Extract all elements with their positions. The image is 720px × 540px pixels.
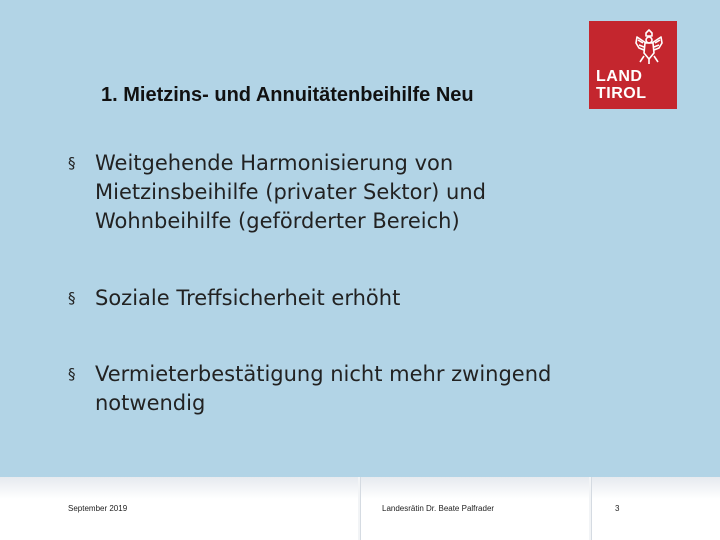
bullet-item [68,149,615,236]
footer-date: September 2019 [68,504,128,513]
bullet-line: Mietzinsbeihilfe (privater Sektor) und [95,180,486,204]
bullet-line: notwendig [95,391,206,415]
footer-divider [358,477,360,540]
footer-page-number: 3 [615,504,620,513]
bullet-line: Soziale Treffsicherheit erhöht [95,286,401,310]
logo-text-line1: LAND [596,68,643,85]
slide-footer [0,477,720,540]
slide-title: 1. Mietzins- und Annuitätenbeihilfe Neu [101,84,474,106]
bullet-item [68,284,615,313]
bullet-marker: § [68,289,76,307]
logo-text-line2: TIROL [596,85,647,102]
footer-presenter: Landesrätin Dr. Beate Palfrader [382,504,495,513]
bullet-line: Vermieterbestätigung nicht mehr zwingend [95,362,552,386]
tirol-eagle-icon [634,29,664,65]
footer-divider [589,477,591,540]
bullet-line: Wohnbeihilfe (geförderter Bereich) [95,209,460,233]
bullet-marker: § [68,154,76,172]
land-tirol-logo [589,21,677,109]
bullet-item [68,360,615,418]
bullet-marker: § [68,365,76,383]
bullet-line: Weitgehende Harmonisierung von [95,151,454,175]
